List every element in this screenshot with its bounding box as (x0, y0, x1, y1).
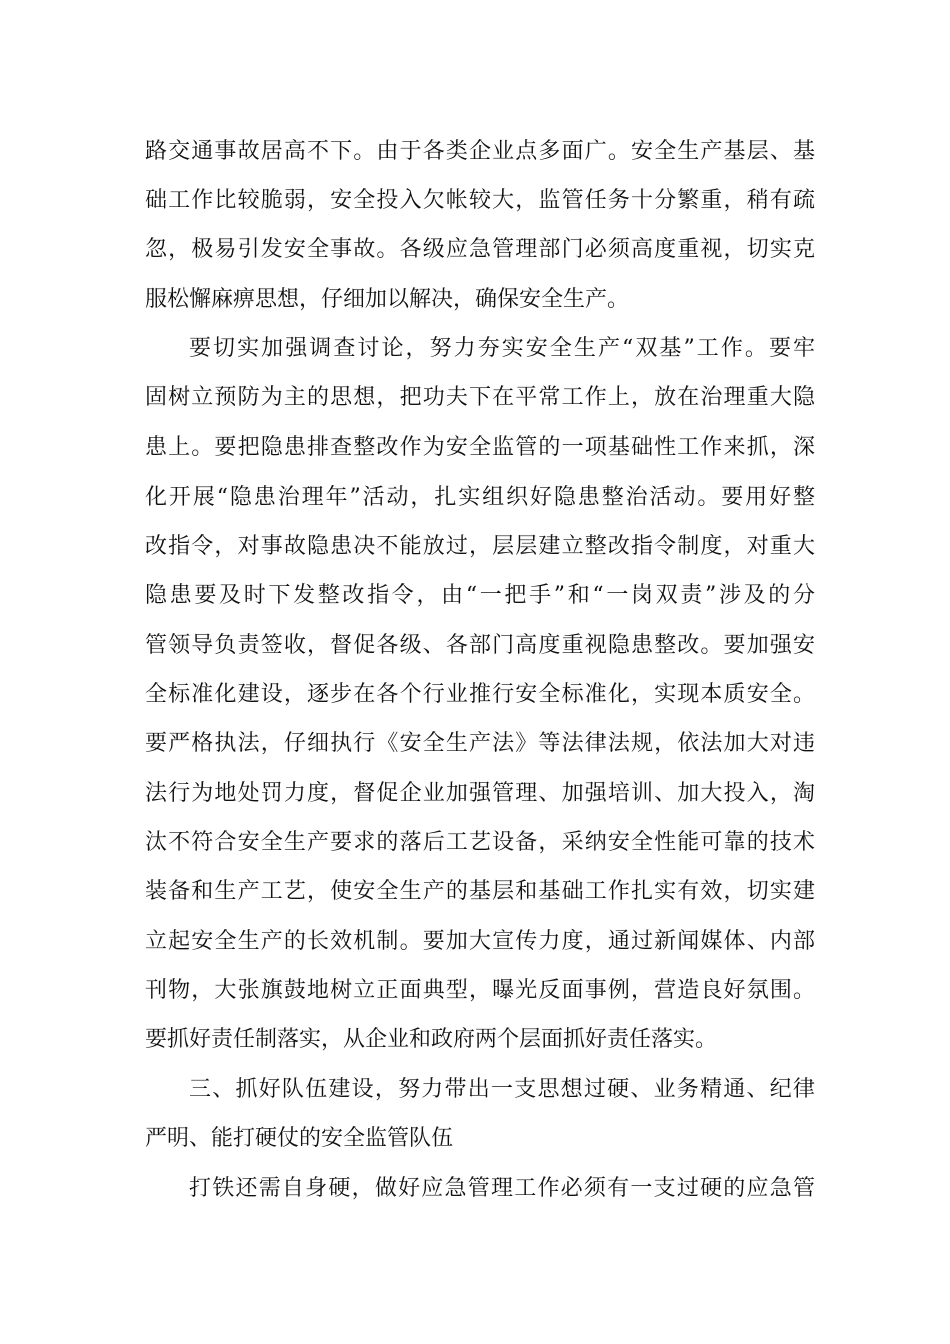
text-line: 管领导负责签收，督促各级、各部门高度重视隐患整改。要加强安 (145, 633, 815, 658)
text-line: 固树立预防为主的思想，把功夫下在平常工作上，放在治理重大隐 (145, 385, 815, 410)
text-line: 汰不符合安全生产要求的落后工艺设备，采纳安全性能可靠的技术 (145, 830, 815, 855)
text-line: 路交通事故居高不下。由于各类企业点多面广。安全生产基层、基 (145, 139, 815, 164)
paragraph-first-line: 打铁还需自身硬，做好应急管理工作必须有一支过硬的应急管 (189, 1176, 815, 1201)
text-line: 要严格执法，仔细执行《安全生产法》等法律法规，依法加大对违 (145, 731, 815, 756)
text-line: 改指令，对事故隐患决不能放过，层层建立整改指令制度，对重大 (145, 534, 815, 559)
section-heading: 三、抓好队伍建设，努力带出一支思想过硬、业务精通、纪律 (189, 1077, 815, 1102)
text-line: 患上。要把隐患排查整改作为安全监管的一项基础性工作来抓，深 (145, 435, 815, 460)
text-line: 忽，极易引发安全事故。各级应急管理部门必须高度重视，切实克 (145, 237, 815, 262)
text-line: 刊物，大张旗鼓地树立正面典型，曝光反面事例，营造良好氛围。 (145, 978, 815, 1003)
section-heading-continued: 严明、能打硬仗的安全监管队伍 (145, 1126, 454, 1151)
paragraph-first-line: 要切实加强调查讨论，努力夯实安全生产“双基”工作。要牢 (189, 336, 815, 361)
text-line: 隐患要及时下发整改指令，由“一把手”和“一岗双责”涉及的分 (145, 583, 815, 608)
text-line: 化开展“隐患治理年”活动，扎实组织好隐患整治活动。要用好整 (145, 485, 815, 510)
text-line: 础工作比较脆弱，安全投入欠帐较大，监管任务十分繁重，稍有疏 (145, 188, 815, 213)
text-line: 服松懈麻痹思想，仔细加以解决，确保安全生产。 (145, 287, 630, 312)
text-line: 法行为地处罚力度，督促企业加强管理、加强培训、加大投入，淘 (145, 781, 815, 806)
text-line: 要抓好责任制落实，从企业和政府两个层面抓好责任落实。 (145, 1027, 718, 1052)
text-line: 全标准化建设，逐步在各个行业推行安全标准化，实现本质安全。 (145, 682, 815, 707)
text-line: 立起安全生产的长效机制。要加大宣传力度，通过新闻媒体、内部 (145, 929, 815, 954)
text-line: 装备和生产工艺，使安全生产的基层和基础工作扎实有效，切实建 (145, 879, 815, 904)
